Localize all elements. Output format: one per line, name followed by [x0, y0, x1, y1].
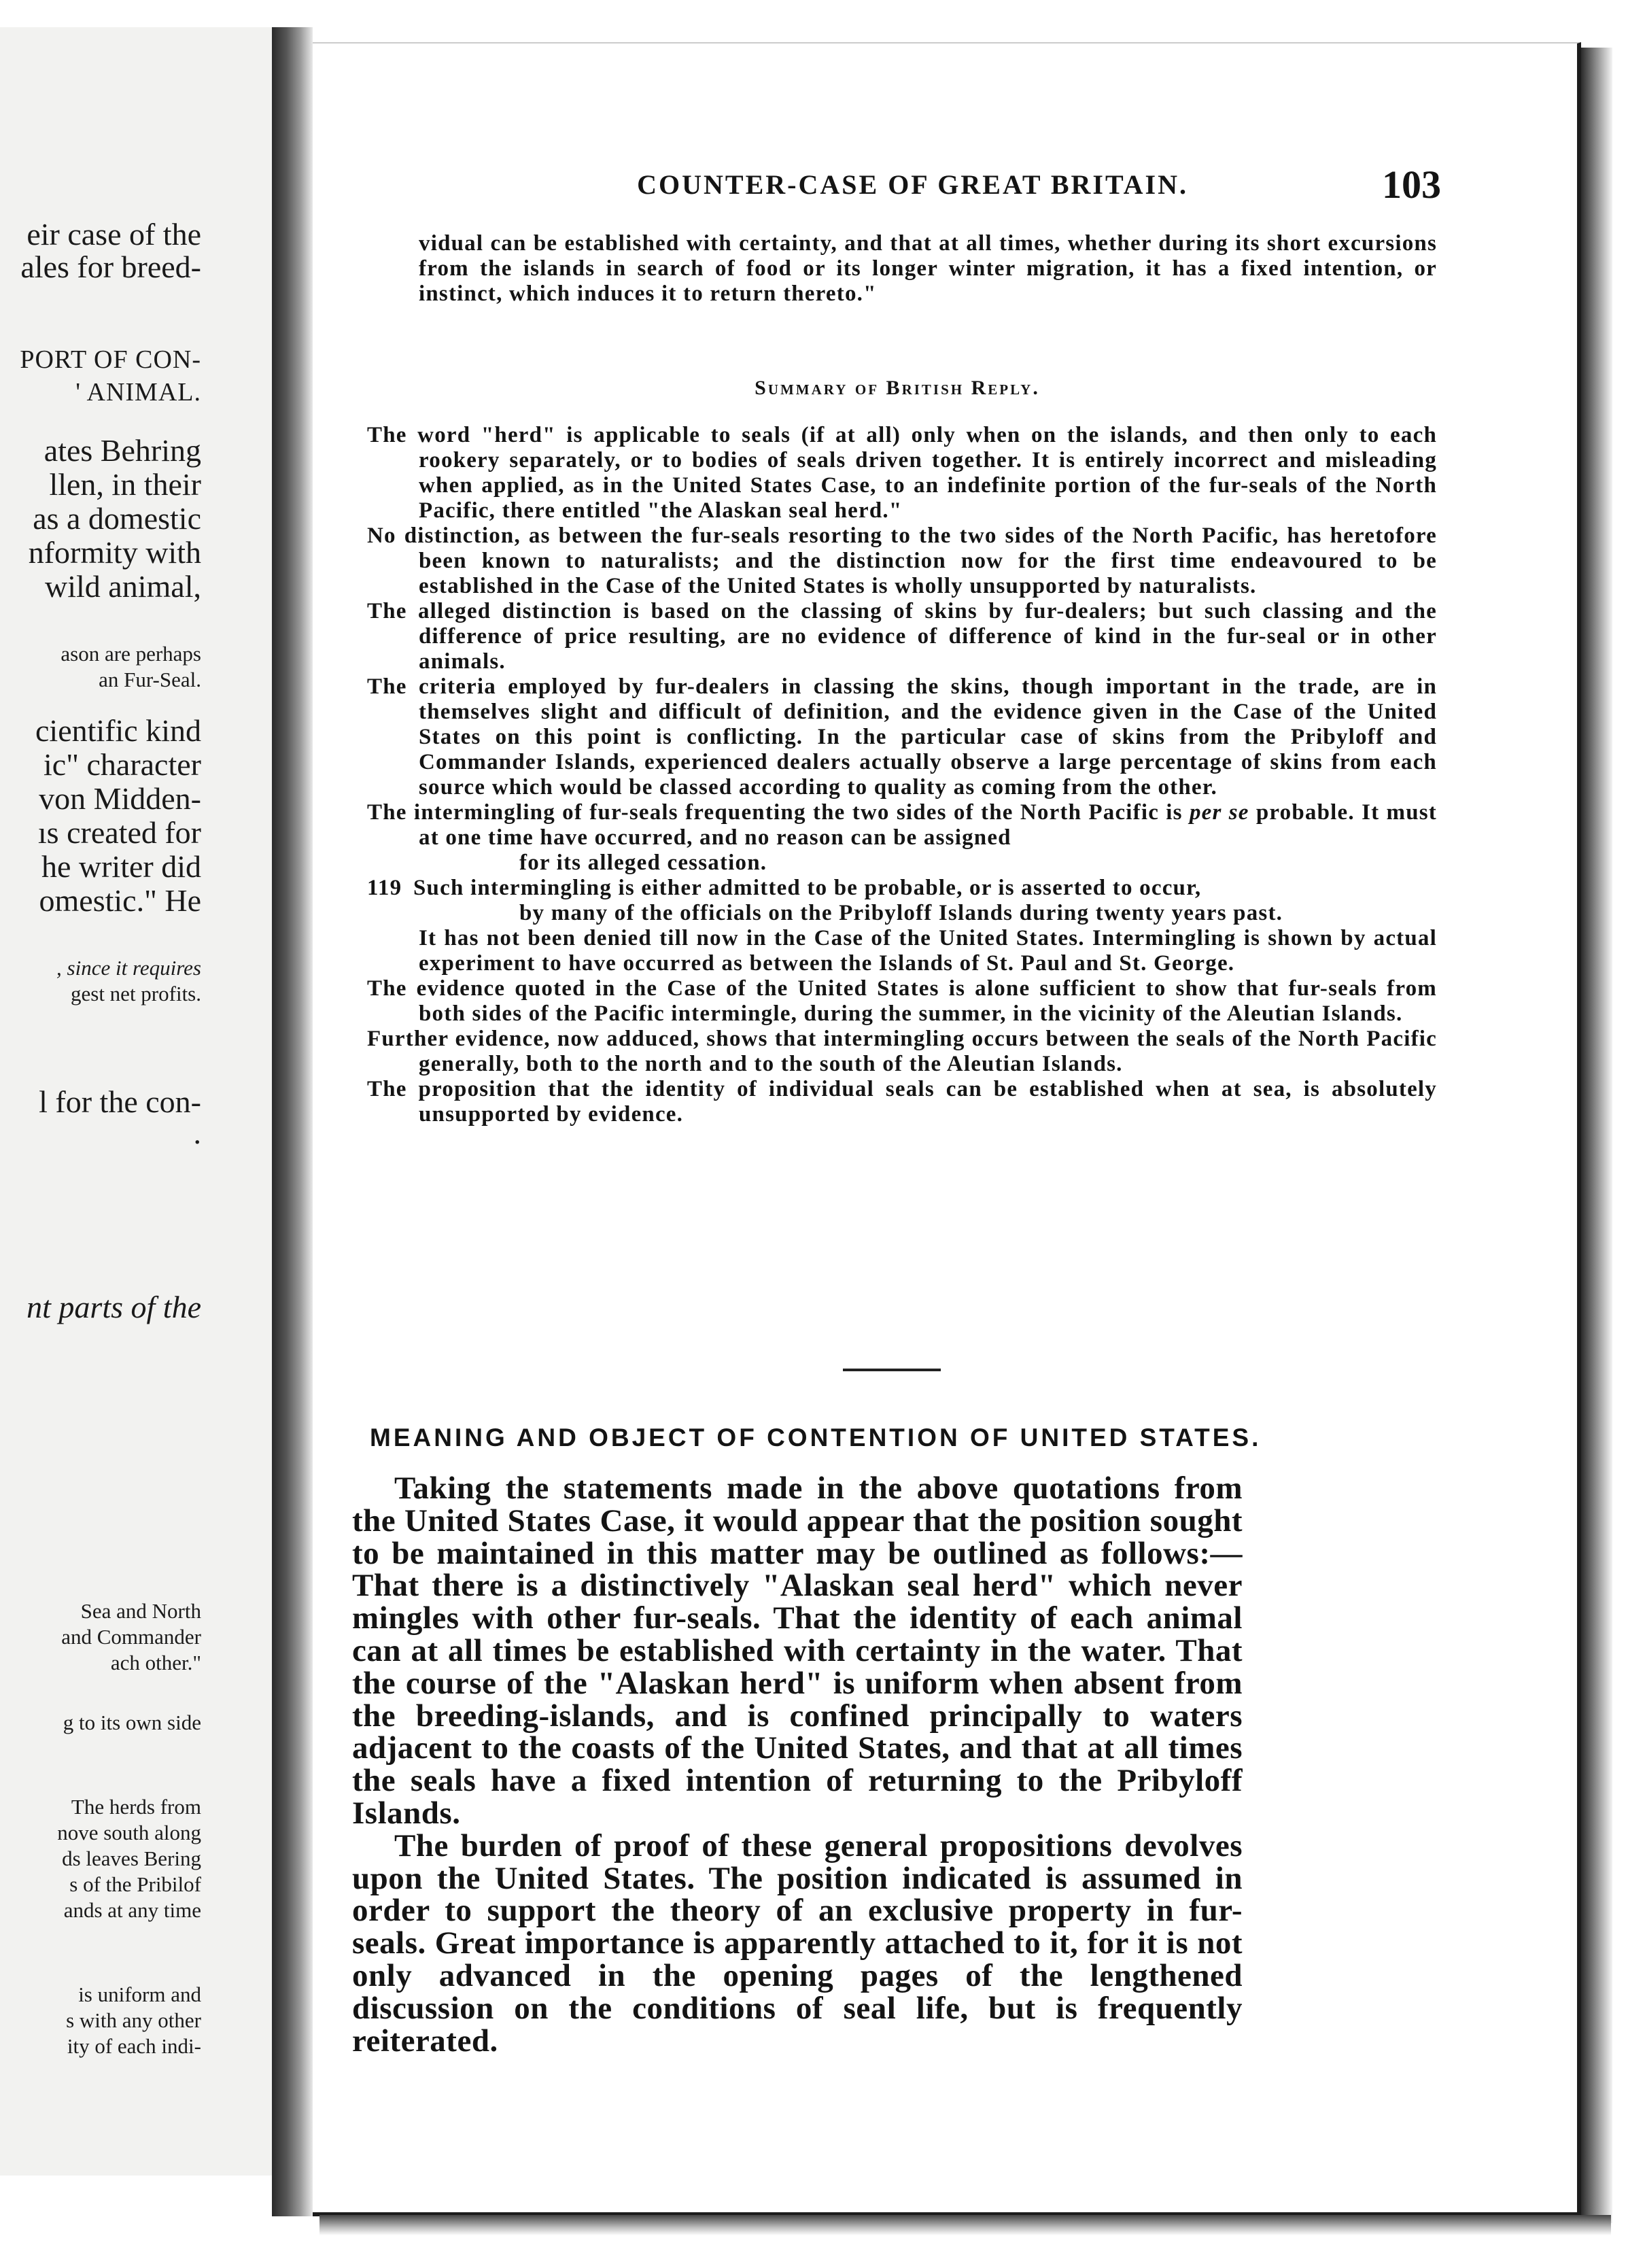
left-line: cientific kind	[35, 713, 201, 748]
paragraph: The burden of proof of these general propositions devolves upon the United States. The position indicated is assumed in order to support the theory of an exclusive property in fur-seals. Great importance is apparently attached to it, for it is not only advanced in the opening pages of the lengthened discussion on the conditions of seal life, but is frequently reiterated.	[352, 1827, 1243, 2059]
summary-list	[367, 423, 1437, 1127]
left-line: ity of each indi-	[67, 2034, 201, 2058]
left-line: g to its own side	[63, 1711, 201, 1734]
left-line: s of the Pribilof	[69, 1872, 201, 1896]
page-edge-shadow	[1581, 48, 1612, 2223]
summary-item: The proposition that the identity of individual seals can be established when at sea, is absolutely unsupported by evidence.	[367, 1077, 1437, 1127]
body-text	[352, 1473, 1243, 2057]
summary-item: No distinction, as between the fur-seals resorting to the two sides of the North Pacific, has heretofore been known to naturalists; and the distinction now for the first time endeavoured to be established in the Case of the United States is wholly unsupported by naturalists.	[367, 523, 1437, 598]
summary-item: Further evidence, now adduced, shows that intermingling occurs between the seals of the North Pacific generally, both to the north and to the south of the Aleutian Islands.	[367, 1027, 1437, 1076]
left-line: .	[193, 1116, 201, 1150]
left-line: ic" character	[44, 747, 201, 782]
left-line: Sea and North	[80, 1599, 201, 1623]
summary-item: The criteria employed by fur-dealers in classing the skins, though important in the trade, are in themselves slight and difficult of definition, and the evidence given in the Case of the United States on this point is conflicting. In the particular case of skins from the Pribyloff and Commander Islands, experienced dealers actually observe a large percentage of skins from each source which would be classed according to quality as coming from the other.	[367, 674, 1437, 800]
section-divider	[843, 1369, 941, 1371]
left-line: ach other."	[110, 1651, 201, 1674]
section-heading: MEANING AND OBJECT OF CONTENTION OF UNITED STATES.	[370, 1424, 1262, 1451]
left-line: von Midden-	[39, 781, 201, 816]
left-line: gest net profits.	[71, 982, 201, 1006]
left-line: ales for breed-	[20, 250, 201, 284]
left-line: as a domestic	[33, 501, 201, 536]
left-line: nove south along	[57, 1821, 201, 1844]
left-line: nt parts of the	[27, 1290, 201, 1324]
margin-number: 119	[367, 876, 402, 900]
left-line: ds leaves Bering	[62, 1846, 201, 1870]
page-bottom-shadow	[319, 2215, 1611, 2235]
paragraph: Taking the statements made in the above quotations from the United States Case, it would appear that the position sought to be maintained in this matter may be outlined as follows:—That there is a distinctively "Alaskan seal herd" which never mingles with other fur-seals. That the identity of each animal can at all times be established with certainty in the water. That the course of the "Alaskan herd" is uniform when absent from the breeding-islands, and is confined principally to waters adjacent to the coasts of the United States, and that at all times the seals have a fixed intention of returning to the Pribyloff Islands.	[352, 1471, 1243, 1831]
summary-item: The word "herd" is applicable to seals (if at all) only when on the islands, and then only to each rookery separately, or to bodies of seals driven together. It is entirely incorrect and misleading when applied, as in the United States Case, to an indefinite portion of the fur-seals of the North Pacific, there entitled "the Alaskan seal herd."	[367, 423, 1437, 523]
left-line: he writer did	[41, 849, 201, 884]
quote-continuation: vidual can be established with certainty, and that at all times, whether during its short excursions from the islands in search of food or its longer winter migration, it has a fixed intention, or instinct, which induces it to return thereto."	[419, 231, 1437, 306]
left-line: nformity with	[28, 535, 201, 570]
left-line: , since it requires	[56, 956, 201, 980]
summary-item: 119 Such intermingling is either admitted to be probable, or is asserted to occur, by many of the officials on the Pribyloff Islands during twenty years past. It has not been denied till now in the Case of the United States. Intermingling is shown by actual experiment to have occurred as between the Islands of St. Paul and St. George.	[367, 876, 1437, 976]
left-line: and Commander	[61, 1625, 201, 1649]
italic-phrase: per se	[1189, 800, 1249, 825]
left-line: ands at any time	[63, 1898, 201, 1922]
book-gutter-shadow	[272, 27, 313, 2216]
summary-item: The evidence quoted in the Case of the United States is alone sufficient to show that fur-seals from both sides of the Pacific intermingle, during the summer, in the vicinity of the Aleutian Islands.	[367, 976, 1437, 1026]
left-line: PORT OF CON-	[20, 345, 201, 374]
left-line: is uniform and	[78, 1982, 201, 2006]
left-line: wild animal,	[45, 569, 201, 604]
left-line: ason are perhaps	[60, 642, 201, 666]
left-line: omestic." He	[39, 883, 201, 918]
left-line: ates Behring	[44, 433, 201, 468]
left-line: eir case of the	[27, 217, 201, 252]
left-line: The herds from	[71, 1795, 201, 1819]
page-number: 103	[1382, 162, 1441, 207]
summary-item: The intermingling of fur-seals frequenting the two sides of the North Pacific is per se probable. It must at one time have occurred, and no reason can be assigned for its alleged cessation.	[367, 800, 1437, 875]
summary-item: The alleged distinction is based on the classing of skins by fur-dealers; but such classing and the difference of price resulting, are no evidence of difference of kind in the fur-seal or in other animals.	[367, 599, 1437, 674]
running-head: COUNTER-CASE OF GREAT BRITAIN.	[637, 169, 1188, 200]
left-line: an Fur-Seal.	[99, 668, 201, 691]
left-line: l for the con-	[39, 1084, 201, 1119]
summary-heading: Summary of British Reply.	[755, 377, 1040, 399]
left-line: llen, in their	[49, 467, 201, 502]
left-line: ıs created for	[37, 815, 201, 850]
left-page-fragment	[0, 27, 273, 2176]
left-line: ' ANIMAL.	[75, 378, 201, 407]
left-line: s with any other	[66, 2008, 201, 2032]
